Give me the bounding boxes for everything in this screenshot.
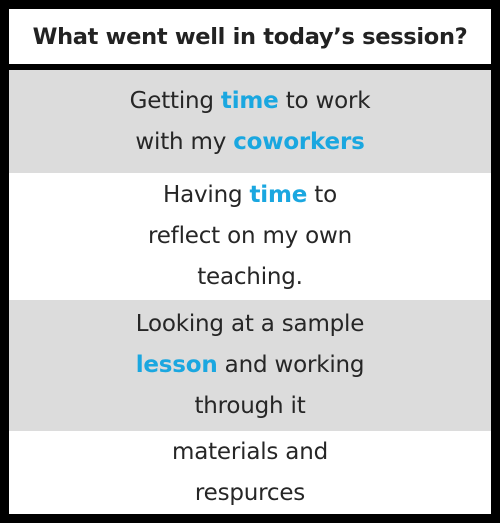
highlight-word: time (220, 87, 279, 114)
response-row-4 (9, 431, 491, 514)
header-title: What went well in today’s session? (32, 23, 468, 50)
text-segment: teaching. (197, 264, 303, 290)
line (136, 386, 365, 427)
highlight-word: coworkers (233, 128, 365, 155)
text-segment: with my (135, 128, 234, 155)
text-segment: respurces (194, 480, 306, 506)
line (136, 304, 365, 345)
highlight-word: time (249, 182, 308, 208)
text-segment: Getting (129, 87, 221, 114)
response-row-3 (9, 299, 491, 431)
line (148, 257, 352, 298)
text-segment: to (307, 182, 337, 208)
text-segment: Looking at a sample (135, 311, 365, 337)
feedback-table (9, 9, 491, 514)
response-row-2 (9, 173, 491, 299)
text-segment: and working (217, 352, 365, 378)
text-segment: through it (194, 393, 306, 419)
text-segment: Having (163, 182, 250, 208)
highlight-word: lesson (135, 352, 218, 378)
line (130, 122, 371, 163)
table-header (9, 9, 491, 64)
response-row-1 (9, 70, 491, 173)
line (130, 81, 371, 122)
line (172, 432, 328, 473)
text-segment: materials and (172, 439, 328, 465)
text-segment: to work (278, 87, 371, 114)
line (136, 345, 365, 386)
line (172, 473, 328, 514)
line (148, 216, 352, 257)
text-segment: reflect on my own (147, 223, 353, 249)
line (148, 175, 352, 216)
